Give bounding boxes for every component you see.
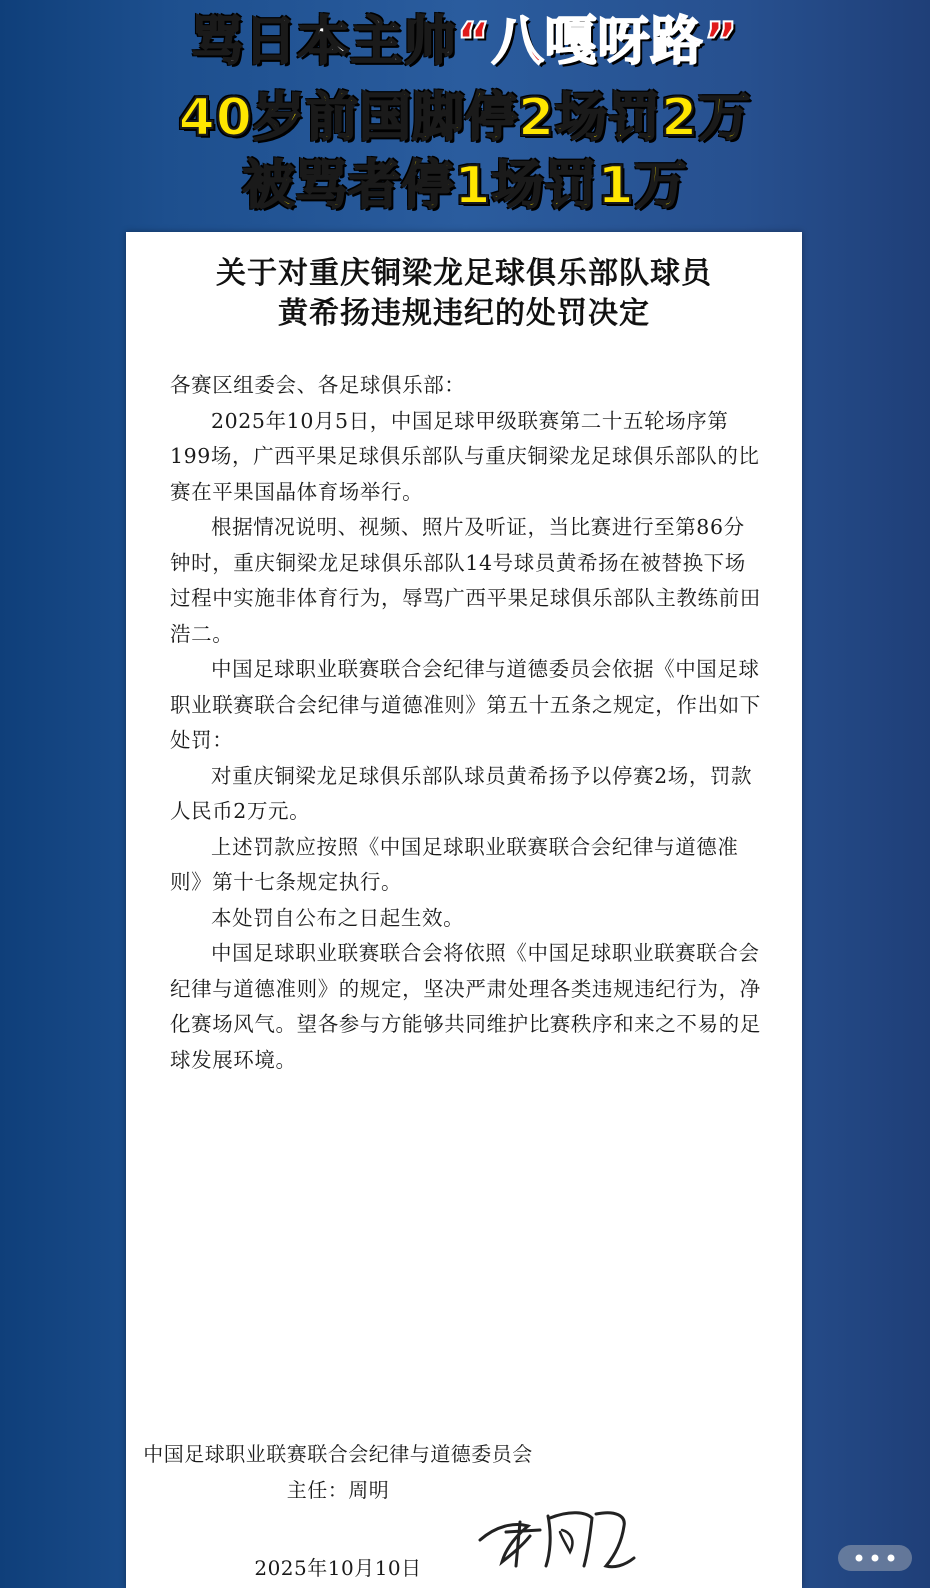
headline-line-1 [0, 10, 930, 74]
director-line: 主任：周明 [286, 1478, 390, 1502]
document-page [126, 232, 802, 1588]
signatory-organization: 中国足球职业联赛联合会纪律与道德委员会 [143, 1442, 533, 1466]
headline-quote: “八嘎呀路” [456, 12, 739, 72]
salutation: 各赛区组委会、各足球俱乐部： [170, 373, 466, 397]
paragraph-closing: 中国足球职业联赛联合会将依照《中国足球职业联赛联合会纪律与道德准则》的规定，坚决严肃处理各类违规违纪行为，净化赛场风气。望各参与方能够共同维护比赛秩序和来之不易的足球发展环境。 [170, 941, 761, 1072]
more-dots-icon[interactable] [838, 1545, 912, 1571]
decision-date: 2025年10月10日 [254, 1556, 422, 1580]
headline-line-2: 40岁前国脚停2场罚2万 [178, 88, 752, 148]
paragraph-penalty: 对重庆铜梁龙足球俱乐部队球员黄希扬予以停赛2场，罚款人民币2万元。 [170, 763, 753, 823]
paragraph-incident: 2025年10月5日，中国足球甲级联赛第二十五轮场序第199场，广西平果足球俱乐部队与重庆铜梁龙足球俱乐部队的比赛在平果国晶体育场举行。 [170, 408, 760, 504]
paragraph-basis: 中国足球职业联赛联合会纪律与道德委员会依据《中国足球职业联赛联合会纪律与道德准则》第五十五条之规定，作出如下处罚： [170, 657, 761, 752]
document-title-line-1: 关于对重庆铜梁龙足球俱乐部队球员 [216, 256, 712, 291]
headline-line-1-part-1: 骂日本主帅 [191, 12, 457, 72]
document-body [170, 368, 762, 1078]
headline-banner [0, 0, 930, 232]
paragraph-effective: 本处罚自公布之日起生效。 [211, 905, 465, 930]
headline-line-3: 被骂者停1场罚1万 [242, 156, 688, 216]
paragraph-fine-rule: 上述罚款应按照《中国足球职业联赛联合会纪律与道德准则》第十七条规定执行。 [170, 834, 739, 894]
document-title-line-2: 黄希扬违规违纪的处罚决定 [278, 296, 650, 331]
paragraph-findings: 根据情况说明、视频、照片及听证，当比赛进行至第86分钟时，重庆铜梁龙足球俱乐部队14号球员黄希扬在被替换下场过程中实施非体育行为，辱骂广西平果足球俱乐部队主教练前田浩二。 [170, 515, 761, 646]
